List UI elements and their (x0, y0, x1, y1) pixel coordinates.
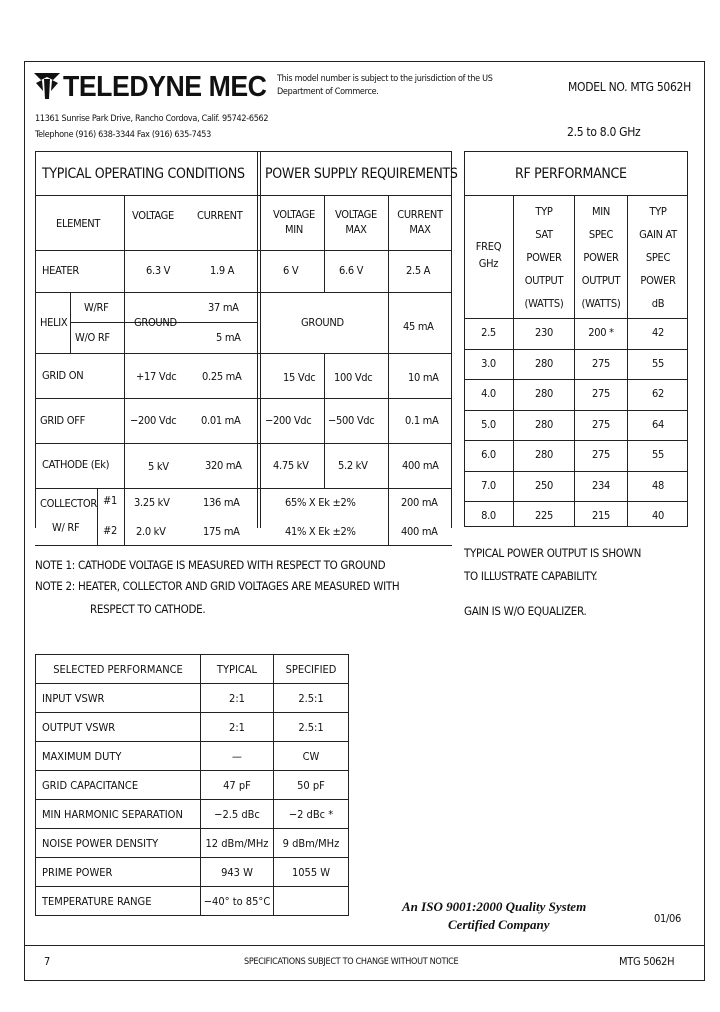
cathode-voltage: 5 kV (148, 460, 169, 473)
sel-param: MAXIMUM DUTY (36, 742, 201, 771)
sel-specified: 50 pF (274, 771, 349, 800)
sel-typical: 2:1 (201, 713, 274, 742)
table-line (324, 353, 325, 488)
revision-date: 01/06 (654, 912, 682, 925)
table-line (35, 292, 452, 293)
table-row (36, 655, 349, 684)
helix-current-wrf: 37 mA (208, 301, 239, 314)
typical-note-1: TYPICAL POWER OUTPUT IS SHOWN (464, 546, 642, 560)
table-line (464, 195, 688, 196)
rf-col-gain-l1: TYP (649, 205, 667, 218)
sel-param: PRIME POWER (36, 858, 201, 887)
table-line (35, 353, 452, 354)
table-row (36, 800, 349, 829)
table-line (324, 195, 325, 292)
rf-col-gain-l5: dB (651, 297, 665, 310)
sel-specified: 1055 W (274, 858, 349, 887)
cathode-cmax: 400 mA (402, 459, 439, 472)
sel-specified: 2.5:1 (274, 713, 349, 742)
rf-cell-gain: 55 (652, 448, 664, 461)
table-line (388, 195, 389, 546)
table-line (464, 318, 688, 319)
table-row (36, 713, 349, 742)
rf-col-gain-l2: GAIN AT (639, 228, 677, 241)
collector-1-psr: 65% X Ek ±2% (285, 496, 356, 509)
grid-on-cmax: 10 mA (408, 371, 439, 384)
footer-model: MTG 5062H (619, 955, 675, 968)
table-line (35, 195, 452, 196)
collector-1-current: 136 mA (203, 496, 240, 509)
cathode-vmin: 4.75 kV (273, 459, 309, 472)
table-row (36, 742, 349, 771)
grid-on-vmax: 100 Vdc (334, 371, 373, 384)
rf-cell-typ: 230 (535, 326, 553, 339)
cathode-label: CATHODE (Ek) (42, 458, 110, 471)
sel-typical: −2.5 dBc (201, 800, 274, 829)
rf-cell-f: 8.0 (481, 509, 496, 522)
table-line (451, 151, 452, 528)
helix-voltage: GROUND (134, 316, 177, 329)
grid-off-current: 0.01 mA (201, 414, 241, 427)
collector-2-cmax: 400 mA (401, 525, 438, 538)
helix-wrf: W/RF (84, 301, 109, 314)
rf-cell-gain: 48 (652, 479, 664, 492)
export-notice-2: Department of Commerce. (277, 87, 379, 97)
rf-cell-f: 7.0 (481, 479, 496, 492)
rf-cell-f: 5.0 (481, 418, 496, 431)
rf-cell-f: 2.5 (481, 326, 496, 339)
rf-col-min (575, 200, 627, 315)
grid-on-current: 0.25 mA (202, 370, 242, 383)
helix-current-worf: 5 mA (216, 331, 241, 344)
typical-note-2: TO ILLUSTRATE CAPABILITY. (464, 569, 598, 583)
table-line (35, 151, 452, 152)
psr-title: POWER SUPPLY REQUIREMENTS (265, 166, 458, 182)
table-line (464, 410, 688, 411)
table-line (464, 440, 688, 441)
sel-typical: 2:1 (201, 684, 274, 713)
rf-col-freq-l2: GHz (478, 257, 499, 270)
sel-header-specified: SPECIFIED (274, 655, 349, 684)
address: 11361 Sunrise Park Drive, Rancho Cordova, Calif. 95742-6562 (35, 114, 269, 124)
heater-cmax: 2.5 A (406, 264, 431, 277)
note-1: NOTE 1: CATHODE VOLTAGE IS MEASURED WITH RESPECT TO GROUND (35, 558, 386, 572)
grid-on-voltage: +17 Vdc (136, 370, 177, 383)
table-line (464, 501, 688, 502)
rf-cell-min: 275 (592, 357, 610, 370)
rf-col-min-l5: (WATTS) (581, 297, 621, 310)
phones: Telephone (916) 638-3344 Fax (916) 635-7453 (35, 130, 212, 140)
sel-specified: −2 dBc * (274, 800, 349, 829)
frequency-range: 2.5 to 8.0 GHz (567, 125, 641, 139)
col-voltage: VOLTAGE (132, 209, 174, 222)
rf-cell-gain: 42 (652, 326, 664, 339)
sel-specified (274, 887, 349, 916)
table-line (35, 398, 452, 399)
sel-param: MIN HARMONIC SEPARATION (36, 800, 201, 829)
note-2: NOTE 2: HEATER, COLLECTOR AND GRID VOLTAGES ARE MEASURED WITH (35, 579, 400, 593)
table-line (35, 443, 452, 444)
sel-param: NOISE POWER DENSITY (36, 829, 201, 858)
collector-2-current: 175 mA (203, 525, 240, 538)
col-element: ELEMENT (56, 217, 101, 230)
rf-cell-typ: 225 (535, 509, 553, 522)
heater-current: 1.9 A (210, 264, 235, 277)
rf-cell-f: 4.0 (481, 387, 496, 400)
iso-certified: Certified Company (448, 917, 550, 932)
table-line (70, 292, 71, 354)
brand-name: TELEDYNE MEC (63, 71, 267, 103)
grid-off-vmin: −200 Vdc (265, 414, 312, 427)
model-number: MODEL NO. MTG 5062H (568, 80, 691, 94)
sel-specified: CW (274, 742, 349, 771)
grid-off-cmax: 0.1 mA (405, 414, 439, 427)
grid-off-vmax: −500 Vdc (328, 414, 375, 427)
rf-cell-min: 275 (592, 387, 610, 400)
rf-col-typ-l4: OUTPUT (524, 274, 564, 287)
gain-note: GAIN IS W/O EQUALIZER. (464, 604, 587, 618)
rf-cell-typ: 280 (535, 418, 553, 431)
grid-off-voltage: −200 Vdc (130, 414, 177, 427)
rf-cell-gain: 55 (652, 357, 664, 370)
table-line (260, 151, 261, 528)
grid-off-label: GRID OFF (40, 414, 85, 427)
rf-cell-gain: 62 (652, 387, 664, 400)
rf-col-min-l2: SPEC (588, 228, 614, 241)
table-line (124, 195, 125, 546)
rf-col-freq-l1: FREQ (475, 240, 502, 253)
helix-psr: GROUND (301, 316, 344, 329)
export-notice-1: This model number is subject to the jurisdiction of the US (277, 74, 493, 84)
rf-col-freq (464, 238, 513, 272)
collector-1-num: #1 (103, 494, 117, 507)
grid-on-label: GRID ON (42, 369, 84, 382)
rf-cell-f: 3.0 (481, 357, 496, 370)
sel-typical: — (201, 742, 274, 771)
sel-param: OUTPUT VSWR (36, 713, 201, 742)
heater-vmin: 6 V (283, 264, 299, 277)
col-current: CURRENT (197, 209, 243, 222)
table-line (257, 151, 258, 528)
page-number: 7 (44, 955, 50, 968)
table-line (464, 349, 688, 350)
rf-col-typ-l2: SAT (535, 228, 553, 241)
teledyne-logo-icon (33, 71, 61, 101)
sel-typical: −40° to 85°C (201, 887, 274, 916)
helix-cmax: 45 mA (403, 320, 434, 333)
rf-col-gain-l4: POWER (640, 274, 676, 287)
note-2-cont: RESPECT TO CATHODE. (90, 602, 206, 616)
rf-col-min-l3: POWER (583, 251, 619, 264)
rf-col-typ-l3: POWER (526, 251, 562, 264)
col-current-max: CURRENT MAX (397, 208, 443, 236)
rf-cell-typ: 280 (535, 448, 553, 461)
sel-typical: 47 pF (201, 771, 274, 800)
table-row (36, 771, 349, 800)
collector-2-num: #2 (103, 524, 117, 537)
table-row (36, 858, 349, 887)
rf-cell-min: 234 (592, 479, 610, 492)
table-row (36, 829, 349, 858)
helix-label: HELIX (40, 316, 68, 329)
rf-col-gain (628, 200, 688, 315)
rf-cell-min: 275 (592, 418, 610, 431)
rf-col-typ (514, 200, 574, 315)
collector-label: COLLECTOR (40, 497, 97, 510)
selected-performance-table (35, 654, 349, 916)
sel-param: TEMPERATURE RANGE (36, 887, 201, 916)
table-line (464, 379, 688, 380)
collector-1-cmax: 200 mA (401, 496, 438, 509)
rf-cell-min: 215 (592, 509, 610, 522)
rf-cell-gain: 40 (652, 509, 664, 522)
collector-2-label: W/ RF (52, 521, 80, 534)
rf-cell-typ: 250 (535, 479, 553, 492)
rf-cell-typ: 280 (535, 357, 553, 370)
rf-col-gain-l3: SPEC (645, 251, 671, 264)
table-row (36, 684, 349, 713)
cathode-current: 320 mA (205, 459, 242, 472)
table-line (97, 488, 98, 546)
disclaimer: SPECIFICATIONS SUBJECT TO CHANGE WITHOUT NOTICE (244, 957, 459, 967)
heater-label: HEATER (42, 264, 79, 277)
rf-col-typ-l1: TYP (535, 205, 553, 218)
rf-cell-typ: 280 (535, 387, 553, 400)
iso-statement: An ISO 9001:2000 Quality System (402, 899, 587, 914)
helix-worf: W/O RF (75, 331, 110, 344)
rf-cell-min: 275 (592, 448, 610, 461)
table-line (464, 471, 688, 472)
sel-param: INPUT VSWR (36, 684, 201, 713)
sel-specified: 2.5:1 (274, 684, 349, 713)
sel-header-param: SELECTED PERFORMANCE (36, 655, 201, 684)
heater-vmax: 6.6 V (339, 264, 364, 277)
table-row (36, 887, 349, 916)
rf-col-min-l1: MIN (592, 205, 610, 218)
sel-typical: 12 dBm/MHz (201, 829, 274, 858)
cathode-vmax: 5.2 kV (338, 459, 368, 472)
table-line (35, 151, 36, 528)
sel-param: GRID CAPACITANCE (36, 771, 201, 800)
collector-2-voltage: 2.0 kV (136, 525, 166, 538)
rf-cell-f: 6.0 (481, 448, 496, 461)
operating-title: TYPICAL OPERATING CONDITIONS (42, 166, 245, 182)
rf-title: RF PERFORMANCE (515, 166, 627, 182)
sel-specified: 9 dBm/MHz (274, 829, 349, 858)
col-voltage-min: VOLTAGE MIN (273, 208, 315, 236)
heater-voltage: 6.3 V (146, 264, 171, 277)
col-voltage-max: VOLTAGE MAX (335, 208, 377, 236)
footer-divider (24, 945, 705, 946)
rf-col-min-l4: OUTPUT (581, 274, 621, 287)
sel-header-typical: TYPICAL (201, 655, 274, 684)
rf-cell-gain: 64 (652, 418, 664, 431)
rf-col-typ-l5: (WATTS) (524, 297, 564, 310)
grid-on-vmin: 15 Vdc (283, 371, 316, 384)
collector-2-psr: 41% X Ek ±2% (285, 525, 356, 538)
rf-cell-min: 200 * (588, 326, 614, 339)
sel-typical: 943 W (201, 858, 274, 887)
table-line (35, 250, 452, 251)
collector-1-voltage: 3.25 kV (134, 496, 170, 509)
